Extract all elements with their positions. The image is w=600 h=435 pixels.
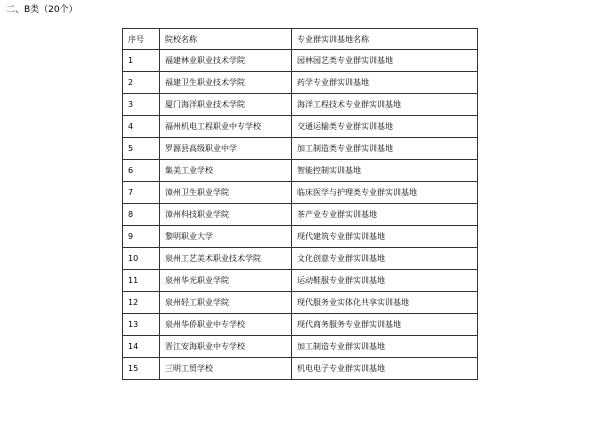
header-school: 院校名称 <box>160 29 292 50</box>
table-row <box>123 226 478 248</box>
cell-index: 5 <box>123 138 160 160</box>
table-row <box>123 314 478 336</box>
cell-base-name: 机电电子专业群实训基地 <box>292 358 478 380</box>
cell-base-name: 临床医学与护理类专业群实训基地 <box>292 182 478 204</box>
table-row <box>123 50 478 72</box>
cell-school-name: 福建林业职业技术学院 <box>160 50 292 72</box>
cell-base-name: 现代建筑专业群实训基地 <box>292 226 478 248</box>
cell-base-name: 智能控制实训基地 <box>292 160 478 182</box>
section-heading: 二、B类（20个） <box>6 5 78 15</box>
cell-base-name: 现代商务服务专业群实训基地 <box>292 314 478 336</box>
cell-index: 2 <box>123 72 160 94</box>
cell-base-name: 园林园艺类专业群实训基地 <box>292 50 478 72</box>
cell-base-name: 运动鞋服专业群实训基地 <box>292 270 478 292</box>
training-base-table <box>122 28 478 380</box>
table-header-row <box>123 29 478 50</box>
cell-index: 10 <box>123 248 160 270</box>
cell-index: 8 <box>123 204 160 226</box>
header-base: 专业群实训基地名称 <box>292 29 478 50</box>
cell-index: 13 <box>123 314 160 336</box>
table-row <box>123 182 478 204</box>
cell-index: 4 <box>123 116 160 138</box>
cell-index: 1 <box>123 50 160 72</box>
cell-school-name: 泉州华光职业学院 <box>160 270 292 292</box>
cell-base-name: 茶产业专业群实训基地 <box>292 204 478 226</box>
cell-base-name: 加工制造专业群实训基地 <box>292 336 478 358</box>
cell-base-name: 文化创意专业群实训基地 <box>292 248 478 270</box>
cell-index: 15 <box>123 358 160 380</box>
cell-school-name: 漳州科技职业学院 <box>160 204 292 226</box>
cell-school-name: 泉州轻工职业学院 <box>160 292 292 314</box>
cell-index: 6 <box>123 160 160 182</box>
table-row <box>123 248 478 270</box>
cell-school-name: 罗源县高级职业中学 <box>160 138 292 160</box>
cell-base-name: 加工制造类专业群实训基地 <box>292 138 478 160</box>
cell-base-name: 现代服务业实体化共享实训基地 <box>292 292 478 314</box>
table-row <box>123 116 478 138</box>
cell-school-name: 福建卫生职业技术学院 <box>160 72 292 94</box>
cell-index: 9 <box>123 226 160 248</box>
cell-school-name: 福州机电工程职业中专学校 <box>160 116 292 138</box>
cell-index: 14 <box>123 336 160 358</box>
table-row <box>123 138 478 160</box>
cell-base-name: 交通运输类专业群实训基地 <box>292 116 478 138</box>
table-row <box>123 94 478 116</box>
cell-base-name: 药学专业群实训基地 <box>292 72 478 94</box>
cell-index: 12 <box>123 292 160 314</box>
cell-school-name: 漳州卫生职业学院 <box>160 182 292 204</box>
table-row <box>123 72 478 94</box>
cell-school-name: 泉州工艺美术职业技术学院 <box>160 248 292 270</box>
cell-index: 11 <box>123 270 160 292</box>
cell-index: 3 <box>123 94 160 116</box>
header-index: 序号 <box>123 29 160 50</box>
table-row <box>123 160 478 182</box>
table-row <box>123 336 478 358</box>
cell-school-name: 厦门海洋职业技术学院 <box>160 94 292 116</box>
cell-index: 7 <box>123 182 160 204</box>
cell-school-name: 泉州华侨职业中专学校 <box>160 314 292 336</box>
cell-school-name: 集美工业学校 <box>160 160 292 182</box>
table-row <box>123 358 478 380</box>
table-row <box>123 270 478 292</box>
table-row <box>123 204 478 226</box>
cell-school-name: 黎明职业大学 <box>160 226 292 248</box>
table-row <box>123 292 478 314</box>
cell-base-name: 海洋工程技术专业群实训基地 <box>292 94 478 116</box>
cell-school-name: 三明工贸学校 <box>160 358 292 380</box>
cell-school-name: 晋江安海职业中专学校 <box>160 336 292 358</box>
